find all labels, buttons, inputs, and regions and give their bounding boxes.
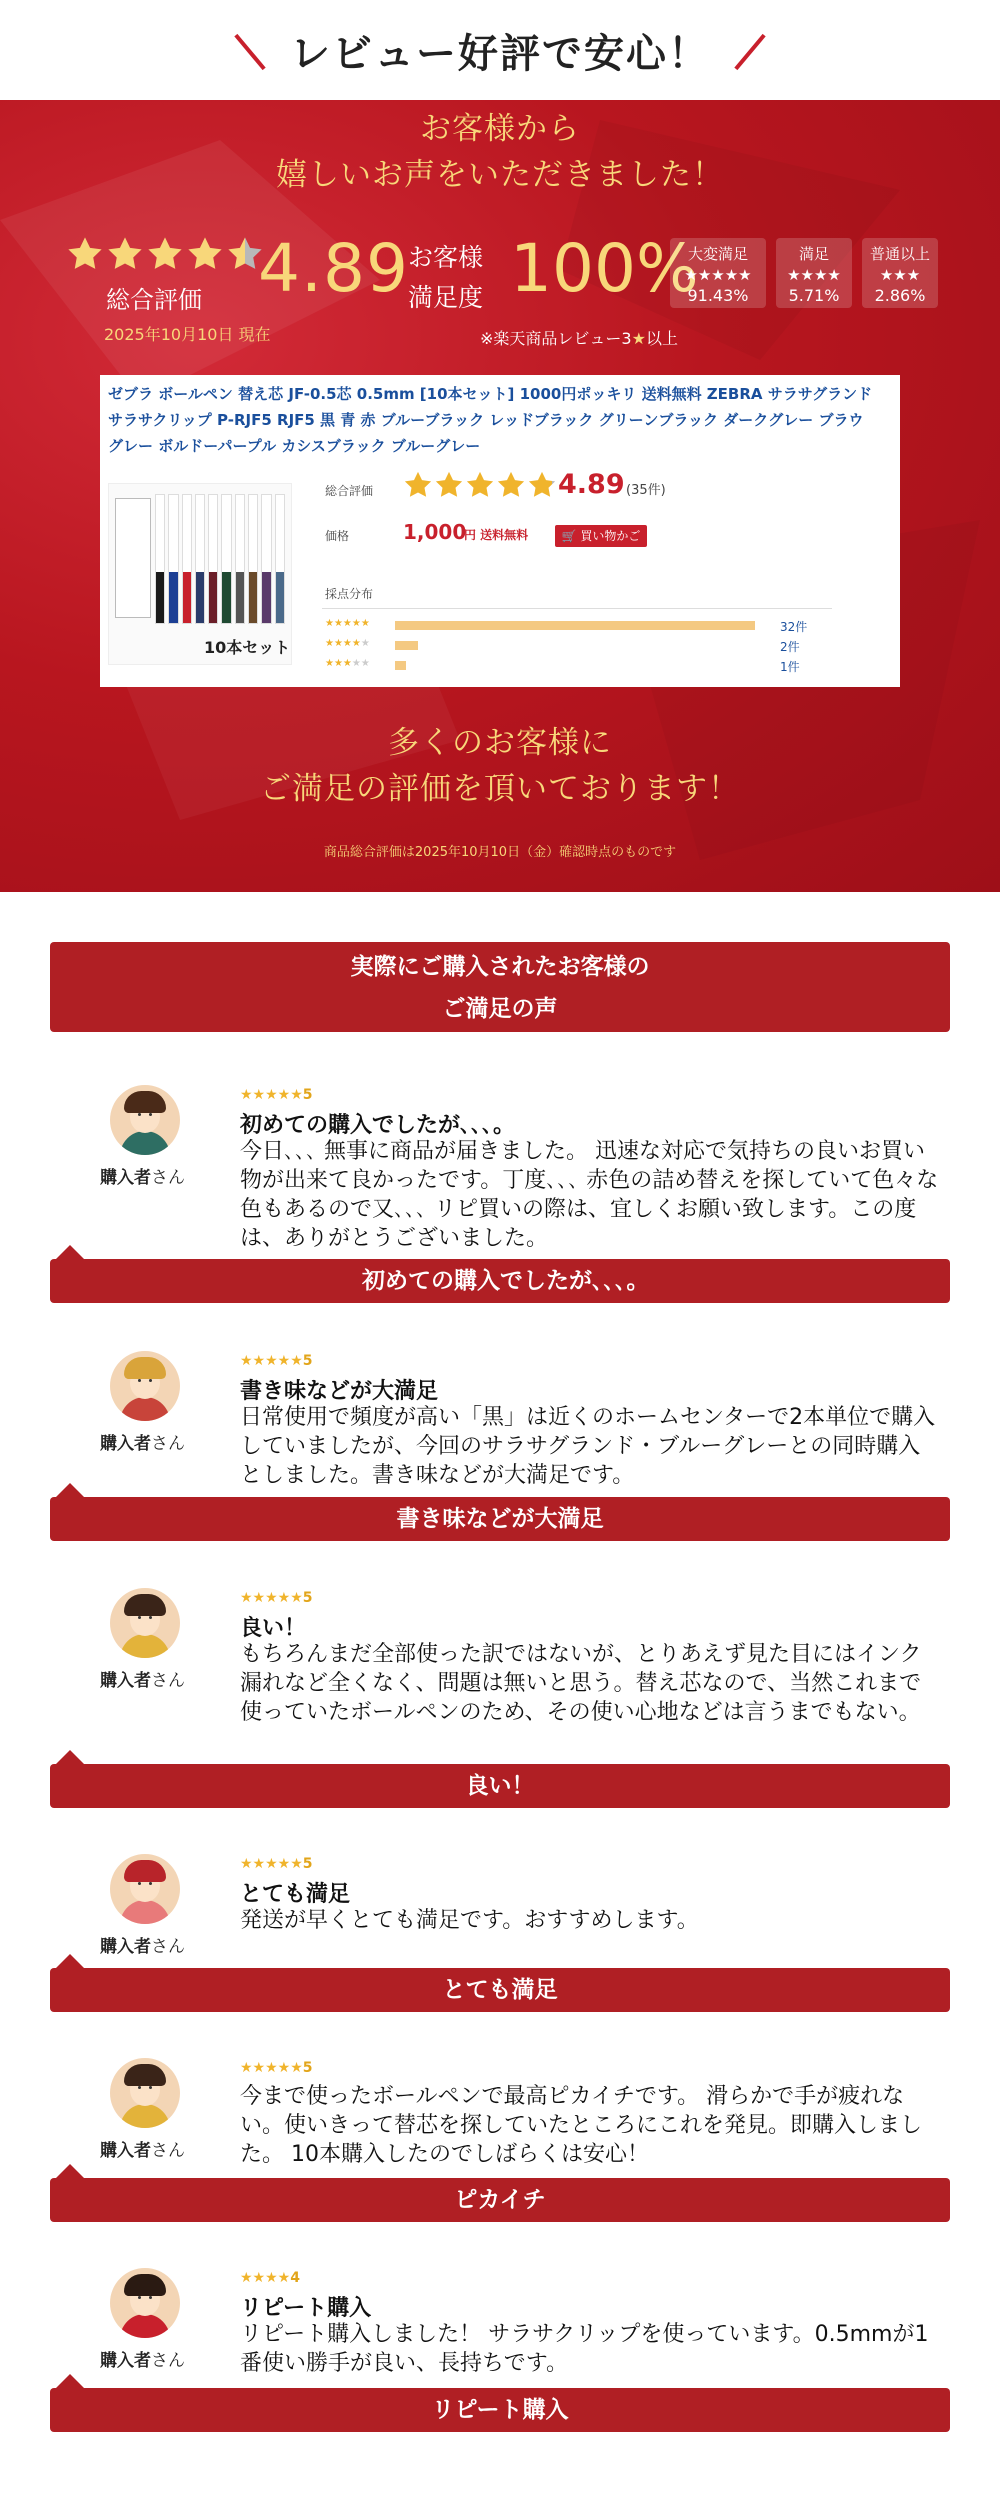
reviewer-label: 購入者: [100, 1937, 151, 1957]
badge-stars-icon: ★★★★★: [684, 266, 752, 284]
overall-label: 総合評価: [106, 286, 202, 314]
reviewer-name: [100, 1429, 185, 1454]
reviewer-name: [100, 2346, 185, 2371]
reviewer-avatar-icon: [110, 1085, 180, 1155]
reviews-section-title-line1: 実際にご購入されたお客様の: [350, 954, 650, 980]
badge-very-satisfied: [670, 238, 766, 308]
distribution-count[interactable]: 1件: [780, 660, 800, 674]
pen-refill: [261, 494, 271, 624]
banner-heading-line2: 嬉しいお声をいただきました！: [276, 157, 724, 193]
reviewer-label: 購入者: [100, 1671, 151, 1691]
badge-title: 普通以上: [869, 245, 930, 263]
badge-percent: 91.43%: [687, 286, 749, 305]
reviewer-name: [100, 1932, 185, 1957]
pen-refill: [248, 494, 258, 624]
review-footnote: [480, 326, 678, 349]
distribution-count[interactable]: 2件: [780, 640, 800, 654]
review-rating: 5: [302, 1590, 313, 1606]
banner-closing-line2: ご満足の評価を頂いております！: [260, 771, 740, 807]
pen-refill: [182, 494, 192, 624]
badge-title: 大変満足: [687, 245, 748, 263]
banner-note: 商品総合評価は2025年10月10日（金）確認時点のものです: [323, 845, 677, 860]
review-title: 書き味などが大満足: [240, 1379, 439, 1404]
review-body: リピート購入しました！ サラサクリップを使っています。0.5mmが1番使い勝手が良い、長持ちです。: [240, 2322, 929, 2376]
reviewer-suffix: さん: [151, 2351, 185, 2371]
review-stars-icon: [240, 1353, 313, 1369]
reviewer-label: 購入者: [100, 2141, 151, 2161]
reviewer-suffix: さん: [151, 1168, 185, 1188]
card-price-label: 価格: [325, 529, 350, 543]
distribution-label: 採点分布: [325, 587, 374, 601]
reviewer-suffix: さん: [151, 1937, 185, 1957]
review-summary-bar: リピート購入: [50, 2388, 950, 2432]
review-summary-bar: 書き味などが大満足: [50, 1497, 950, 1541]
card-price: 1,000: [403, 520, 467, 544]
rating-banner: [0, 100, 1000, 892]
review-stars: ★★★★★: [240, 1353, 303, 1369]
pen-refill: [235, 494, 245, 624]
rating-date: 2025年10月10日 現在: [104, 325, 271, 344]
cart-label: 買い物かご: [580, 529, 641, 543]
review-body: 今まで使ったボールペンで最高ピカイチです。 滑らかで手が疲れない。使いきって替芯を探していたところにこれを発見。即購入しました。 10本購入したのでしばらくは安心！: [240, 2084, 923, 2167]
card-stars: [403, 470, 557, 500]
distribution-bar: [395, 661, 406, 670]
page-title: レビュー好評で安心！: [290, 31, 710, 77]
review-stars-icon: [240, 2060, 313, 2076]
review-title: 初めての購入でしたが､､､｡: [240, 1113, 505, 1138]
review-rating: 5: [302, 1087, 313, 1103]
review-stars-icon: [240, 1856, 313, 1872]
reviews-section-header: [50, 942, 950, 1032]
distribution-count[interactable]: 32件: [780, 620, 808, 634]
pen-refill: [195, 494, 205, 624]
review-rating: 5: [302, 2060, 313, 2076]
star-icon: [403, 470, 433, 500]
review-title: とても満足: [240, 1882, 351, 1907]
satisfaction-label: [408, 238, 483, 318]
star-icon: [186, 235, 224, 273]
review-stars: ★★★★★: [240, 1590, 303, 1606]
star-icon: [527, 470, 557, 500]
badge-percent: 2.86%: [874, 286, 926, 305]
reviewer-name: [100, 1666, 185, 1691]
footnote-prefix: ※楽天商品レビュー3: [480, 329, 632, 348]
pen-refill: [221, 494, 231, 624]
review-body: もちろんまだ全部使った訳ではないが、とりあえず見た目にはインク漏れなど全くなく、問題は無いと思う。替え芯なので、当然これまで使っていたボールペンのため、その使い心地などは言うまでもない。: [240, 1642, 922, 1725]
star-icon: [106, 235, 144, 273]
review-body: 今日､､､ 無事に商品が届きました。 迅速な対応で気持ちの良いお買い物が出来て良かったです。丁度､､､ 赤色の詰め替えを探していて色々な色もあるので又､､､ リピ買いの際は、宜しくお願い致します。この度は、ありがとうございました。: [240, 1139, 939, 1251]
satisfaction-label-2: 満足度: [408, 283, 484, 312]
review-stars: ★★★★★: [240, 1087, 303, 1103]
review-title: リピート購入: [240, 2296, 372, 2321]
badge-title: 満足: [798, 245, 829, 263]
review-rating: 5: [302, 1353, 313, 1369]
card-rating-label: 総合評価: [325, 484, 374, 498]
reviews-section-title-line2: ご満足の声: [442, 996, 558, 1022]
review-stars: ★★★★★: [240, 2060, 303, 2076]
satisfaction-label-1: お客様: [408, 243, 484, 272]
review-rating: 5: [302, 1856, 313, 1872]
product-title-line2[interactable]: サラサクリップ P-RJF5 RJF5 黒 青 赤 ブルーブラック レッドブラック グリーンブラック ダークグレー ブラウ: [108, 411, 864, 429]
distribution-bar: [395, 621, 755, 630]
product-image[interactable]: [108, 483, 292, 665]
distribution-divider: [322, 608, 832, 609]
reviewer-avatar-icon: [110, 2268, 180, 2338]
star-icon: [496, 470, 526, 500]
star-icon: [465, 470, 495, 500]
review-summary-bar: とても満足: [50, 1968, 950, 2012]
reviewer-avatar-icon: [110, 2058, 180, 2128]
review-stars: ★★★★: [240, 2270, 291, 2286]
product-review-card: [100, 375, 900, 687]
card-review-count[interactable]: (35件): [626, 483, 666, 498]
reviewer-avatar-icon: [110, 1351, 180, 1421]
badge-stars-icon: ★★★: [879, 266, 921, 284]
overall-score: 4.89: [258, 230, 409, 307]
pen-refills: [155, 494, 285, 624]
card-price-unit: 円 送料無料: [464, 528, 529, 542]
banner-closing-line1: 多くのお客様に: [388, 725, 612, 761]
badge-percent: 5.71%: [788, 286, 840, 305]
review-body: 発送が早くとても満足です。おすすめします。: [240, 1908, 699, 1933]
overall-stars: [66, 235, 264, 273]
reviewer-label: 購入者: [100, 2351, 151, 2371]
distribution-stars-icon: ★★★★★: [325, 658, 370, 669]
star-icon: [434, 470, 464, 500]
review-rating: 4: [290, 2270, 300, 2286]
reviewer-avatar-icon: [110, 1854, 180, 1924]
star-icon: [146, 235, 184, 273]
banner-heading-line1: お客様から: [420, 111, 580, 147]
review-title: 良い！: [240, 1616, 307, 1641]
distribution-stars-icon: ★★★★★: [325, 638, 370, 649]
review-summary-bar: ピカイチ: [50, 2178, 950, 2222]
distribution-stars-icon: ★★★★★: [325, 618, 370, 629]
review-stars-icon: [240, 2270, 300, 2286]
star-icon: [66, 235, 104, 273]
product-title-line3[interactable]: グレー ボルドーパープル カシスブラック ブルーグレー: [108, 437, 481, 455]
reviewer-name: [100, 2136, 185, 2161]
pen-refill: [155, 494, 165, 624]
review-summary-bar: 良い！: [50, 1764, 950, 1808]
badge-average-or-above: [862, 238, 938, 308]
pen-refill: [208, 494, 218, 624]
reviewer-suffix: さん: [151, 1434, 185, 1454]
pen-refill: [168, 494, 178, 624]
footnote-suffix: 以上: [645, 329, 678, 348]
star-icon: ★: [631, 329, 646, 348]
review-stars-icon: [240, 1590, 313, 1606]
product-package-label: [115, 498, 151, 618]
card-score: 4.89: [558, 469, 625, 500]
product-title[interactable]: [108, 381, 900, 459]
reviewer-name: [100, 1163, 185, 1188]
top-header: [0, 0, 1000, 100]
satisfaction-percent: 100%: [510, 230, 699, 307]
distribution-bar: [395, 641, 418, 650]
cart-icon: 🛒: [561, 529, 577, 543]
product-title-line1[interactable]: ゼブラ ボールペン 替え芯 JF-0.5芯 0.5mm [10本セット] 1000円ポッキリ 送料無料 ZEBRA サラサグランド: [108, 385, 873, 403]
add-to-cart-button[interactable]: [555, 525, 647, 547]
review-stars: ★★★★★: [240, 1856, 303, 1872]
reviewer-suffix: さん: [151, 2141, 185, 2161]
badge-stars-icon: ★★★★: [787, 266, 841, 284]
pen-refill: [275, 494, 285, 624]
badge-satisfied: [776, 238, 852, 308]
reviewer-label: 購入者: [100, 1434, 151, 1454]
reviewer-suffix: さん: [151, 1671, 185, 1691]
reviewer-avatar-icon: [110, 1588, 180, 1658]
review-summary-bar: 初めての購入でしたが､､､｡: [50, 1259, 950, 1303]
set-label: 10本セット: [204, 638, 291, 657]
reviewer-label: 購入者: [100, 1168, 151, 1188]
review-body: 日常使用で頻度が高い「黒」は近くのホームセンターで2本単位で購入していましたが、今回のサラサグランド・ブルーグレーとの同時購入としました。書き味などが大満足です。: [240, 1405, 936, 1488]
review-stars-icon: [240, 1087, 313, 1103]
